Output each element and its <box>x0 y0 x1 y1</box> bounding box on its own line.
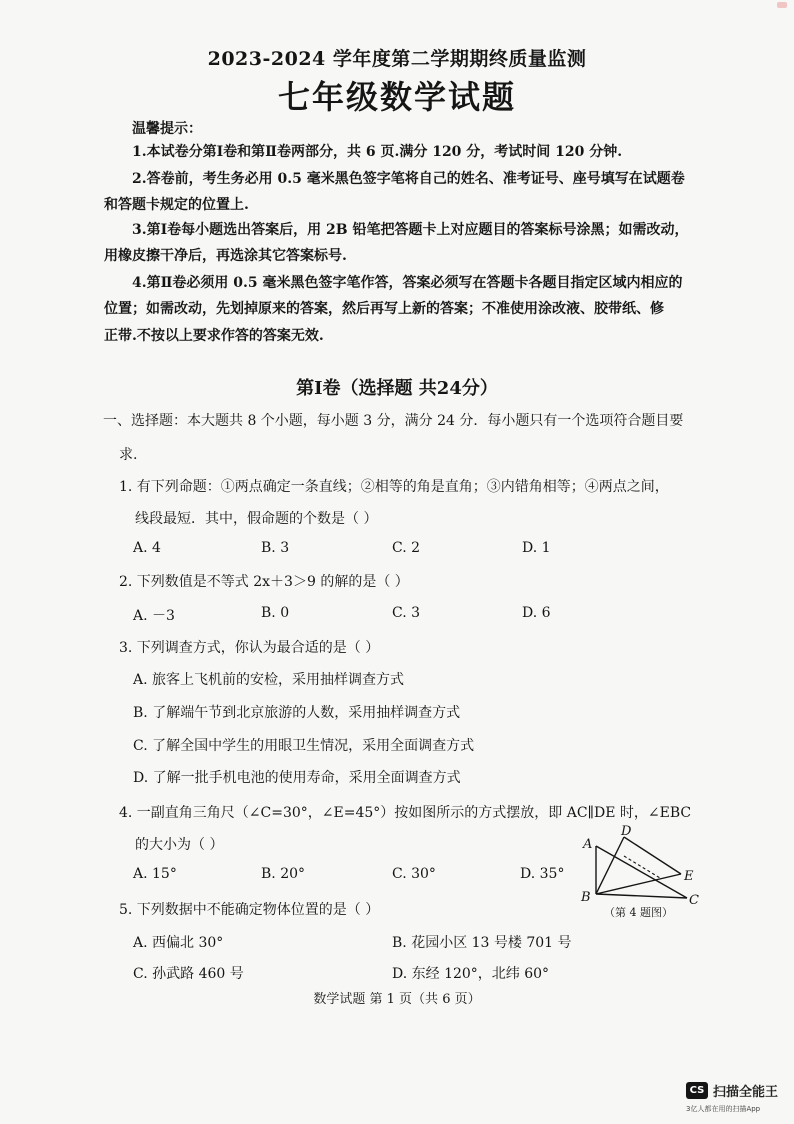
question-2-option-a: A. －3 <box>133 608 175 624</box>
question-5-option-b: B. 花园小区 13 号楼 701 号 <box>392 935 572 951</box>
scanner-app-name: 扫描全能王 <box>713 1085 779 1100</box>
tip-2 <box>104 166 704 219</box>
tip-4 <box>104 270 704 349</box>
question-2-option-b: B. 0 <box>261 605 290 621</box>
tip-1 <box>104 139 704 165</box>
question-1-option-c: C. 2 <box>392 540 421 556</box>
exam-title-line2: 七年级数学试题 <box>277 78 516 116</box>
corner-mark <box>777 2 787 8</box>
figure-dashed-line <box>624 856 660 878</box>
section-heading: 第Ⅰ卷（选择题 共24分） <box>296 378 498 399</box>
question-2-stem: 2. 下列数值是不等式 2x＋3＞9 的解的是（ ） <box>119 574 409 590</box>
exam-title-line1: 2023-2024 学年度第二学期期终质量监测 <box>207 48 587 70</box>
question-3-option-b: B. 了解端午节到北京旅游的人数，采用抽样调查方式 <box>133 705 461 721</box>
question-1-stem: 1. 有下列命题：①两点确定一条直线；②相等的角是直角；③内错角相等；④两点之间， <box>119 479 669 495</box>
tip-line: 位置；如需改动，先划掉原来的答案，然后再写上新的答案；不准使用涂改液、胶带纸、修 <box>104 301 664 318</box>
figure-label-c: C <box>689 893 699 908</box>
figure-line-be <box>596 874 681 894</box>
question-3-option-a: A. 旅客上飞机前的安检，采用抽样调查方式 <box>133 672 405 688</box>
figure-label-b: B <box>581 890 591 905</box>
question-1-stem-cont: 线段最短．其中，假命题的个数是（ ） <box>135 511 378 527</box>
tip-line: 2.答卷前，考生务必用 0.5 毫米黑色签字笔将自己的姓名、准考证号、座号填写在试题卷 <box>132 171 685 187</box>
question-5-stem: 5. 下列数据中不能确定物体位置的是（ ） <box>119 902 380 918</box>
tip-line: 用橡皮擦干净后，再选涂其它答案标号. <box>104 248 347 265</box>
tip-line: 1.本试卷分第Ⅰ卷和第Ⅱ卷两部分，共 6 页.满分 120 分，考试时间 120 分钟. <box>132 144 623 160</box>
question-1-option-d: D. 1 <box>522 540 551 556</box>
question-3-option-d: D. 了解一批手机电池的使用寿命，采用全面调查方式 <box>133 770 461 786</box>
question-5-option-c: C. 孙武路 460 号 <box>133 966 244 982</box>
scanner-logo-icon: CS <box>686 1082 708 1099</box>
intro-line: 一、选择题：本大题共 8 个小题，每小题 3 分，满分 24 分．每小题只有一个选项符合题目要 <box>103 413 684 429</box>
question-3-option-c: C. 了解全国中学生的用眼卫生情况，采用全面调查方式 <box>133 738 475 754</box>
figure-label-a: A <box>583 837 593 852</box>
question-1-option-a: A. 4 <box>133 540 161 556</box>
tip-3 <box>104 217 704 270</box>
question-3-stem: 3. 下列调查方式，你认为最合适的是（ ） <box>119 640 380 656</box>
question-5-option-a: A. 西偏北 30° <box>133 935 224 951</box>
intro-line: 求. <box>119 447 138 463</box>
tips-heading: 温馨提示： <box>132 121 202 137</box>
question-4-stem: 4. 一副直角三角尺（∠C=30°，∠E=45°）按如图所示的方式摆放，即 AC∥DE 时，∠EBC <box>119 805 692 821</box>
question-1-option-b: B. 3 <box>261 540 290 556</box>
figure-label-d: D <box>621 824 632 839</box>
question-4-option-d: D. 35° <box>520 866 565 882</box>
figure-line-bd <box>596 837 624 894</box>
question-4-stem-cont: 的大小为（ ） <box>135 837 224 853</box>
tip-line: 3.第Ⅰ卷每小题选出答案后，用 2B 铅笔把答题卡上对应题目的答案标号涂黑；如需改动， <box>132 222 689 238</box>
tip-line: 和答题卡规定的位置上. <box>104 197 249 214</box>
figure-line-bc <box>596 894 687 898</box>
tip-line: 4.第Ⅱ卷必须用 0.5 毫米黑色签字笔作答，答案必须写在答题卡各题目指定区域内相应的 <box>132 275 683 291</box>
question-2-option-d: D. 6 <box>522 605 551 621</box>
figure-line-de <box>624 837 681 874</box>
tip-line: 正带.不按以上要求作答的答案无效. <box>104 327 324 344</box>
scanner-app-tagline: 3亿人都在用的扫描App <box>686 1105 761 1113</box>
page-footer: 数学试题 第 1 页（共 6 页） <box>313 992 481 1007</box>
question-4-option-b: B. 20° <box>261 866 306 882</box>
question-2-option-c: C. 3 <box>392 605 421 621</box>
figure-caption: （第 4 题图） <box>604 906 673 919</box>
section-intro <box>103 404 713 472</box>
figure-label-e: E <box>684 869 694 884</box>
question-4-option-c: C. 30° <box>392 866 436 882</box>
question-4-option-a: A. 15° <box>133 866 177 882</box>
question-5-option-d: D. 东经 120°，北纬 60° <box>392 966 550 982</box>
